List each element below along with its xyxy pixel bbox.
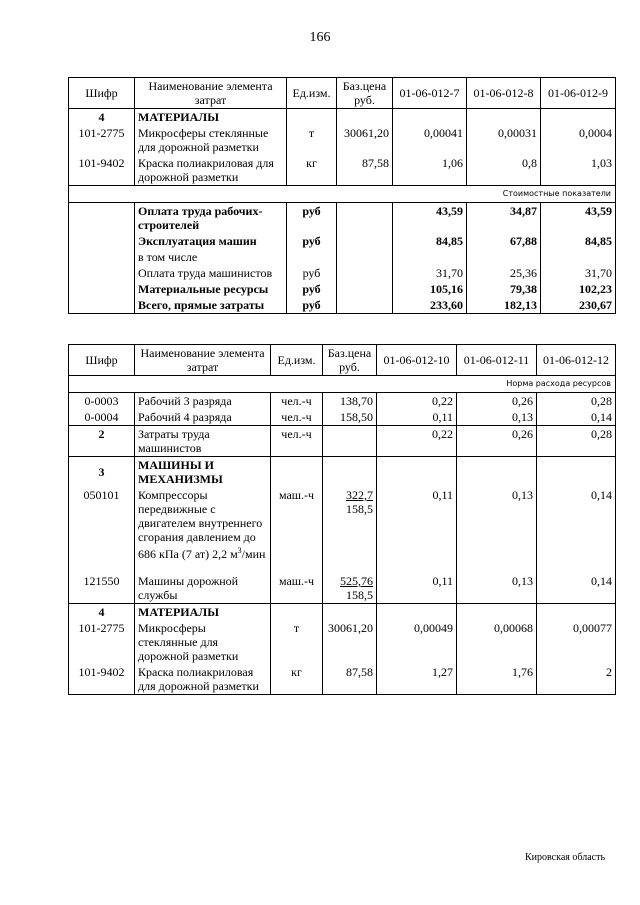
subheader-row (69, 186, 616, 203)
column-header: 01-06-012-10 (377, 345, 457, 376)
row-name: Рабочий 4 разряда (135, 409, 271, 426)
row-price: 87,58 (323, 664, 377, 695)
column-header: Баз.цена руб. (337, 78, 393, 109)
section-title: МАТЕРИАЛЫ (135, 109, 287, 126)
row-price: 30061,20 (337, 125, 393, 155)
region-footer: Кировская область (525, 852, 606, 863)
row-name (135, 487, 271, 573)
cost-unit: руб (287, 203, 337, 234)
cost-value: 102,23 (541, 281, 616, 297)
row-name: Рабочий 3 разряда (135, 393, 271, 410)
cost-value: 43,59 (541, 203, 616, 234)
row-name: Микросферы стеклянные для дорожной разметки (135, 620, 271, 664)
row-unit: т (271, 620, 323, 664)
row-price (323, 573, 377, 604)
table-row (69, 573, 616, 604)
row-code: 101-9402 (69, 155, 135, 186)
section-code: 4 (69, 109, 135, 126)
row-value: 0,11 (377, 487, 457, 573)
row-unit: кг (271, 664, 323, 695)
section-code: 4 (69, 604, 135, 621)
row-value: 0,11 (377, 573, 457, 604)
row-value: 0,11 (377, 409, 457, 426)
row-unit: маш.-ч (271, 487, 323, 573)
row-value: 1,06 (393, 155, 467, 186)
column-header: Наименование элемента затрат (135, 345, 271, 376)
table-row (69, 393, 616, 410)
row-price: 30061,20 (323, 620, 377, 664)
row-value: 1,03 (541, 155, 616, 186)
section-row (69, 457, 616, 488)
column-header: 01-06-012-11 (457, 345, 537, 376)
column-header: Ед.изм. (271, 345, 323, 376)
row-code: 0-0003 (69, 393, 135, 410)
row-value: 0,13 (457, 487, 537, 573)
row-name: Микросферы стеклянные для дорожной разметки (135, 125, 287, 155)
column-header: 01-06-012-12 (537, 345, 616, 376)
row-price: 87,58 (337, 155, 393, 186)
cost-row (69, 265, 616, 281)
row-code: 101-2775 (69, 125, 135, 155)
table-row (69, 620, 616, 664)
cost-name: Эксплуатация машин (135, 233, 287, 249)
row-value: 0,22 (377, 393, 457, 410)
table-header (69, 78, 616, 109)
row-value: 0,00031 (467, 125, 541, 155)
column-header: 01-06-012-9 (541, 78, 616, 109)
table-row (69, 664, 616, 695)
cost-value: 43,59 (393, 203, 467, 234)
superscript: 3 (237, 546, 242, 555)
cost-value: 31,70 (541, 265, 616, 281)
cost-name: Оплата труда машинистов (135, 265, 287, 281)
row-code: 050101 (69, 487, 135, 573)
row-price: 138,70 (323, 393, 377, 410)
table-row (69, 487, 616, 573)
row-code: 101-9402 (69, 664, 135, 695)
cost-value: 67,88 (467, 233, 541, 249)
price-bottom: 158,5 (346, 588, 373, 602)
row-value: 0,26 (457, 393, 537, 410)
row-value: 0,14 (537, 573, 616, 604)
cost-unit: руб (287, 297, 337, 314)
cost-value: 31,70 (393, 265, 467, 281)
subheader: Норма расхода ресурсов (69, 376, 616, 393)
row-value: 0,00049 (377, 620, 457, 664)
section-code: 2 (69, 426, 135, 457)
row-value: 0,13 (457, 409, 537, 426)
row-value: 0,28 (537, 393, 616, 410)
row-code: 0-0004 (69, 409, 135, 426)
row-name: Краска полиакриловая для дорожной разметки (135, 155, 287, 186)
row-name-text: Компрессоры передвижные с двигателем внутреннего сгорания давлением до 686 кПа (7 ат) 2,2 м (138, 488, 263, 561)
row-value: 0,8 (467, 155, 541, 186)
row-value: 0,22 (377, 426, 457, 457)
section-code: 3 (69, 457, 135, 488)
cost-unit: руб (287, 281, 337, 297)
cost-value: 79,38 (467, 281, 541, 297)
row-code: 101-2775 (69, 620, 135, 664)
row-unit: маш.-ч (271, 573, 323, 604)
cost-name: в том числе (135, 249, 287, 265)
row-code: 121550 (69, 573, 135, 604)
cost-unit: руб (287, 233, 337, 249)
row-value: 2 (537, 664, 616, 695)
row-name: Краска полиакриловая для дорожной разметки (135, 664, 271, 695)
cost-row (69, 249, 616, 265)
row-price: 158,50 (323, 409, 377, 426)
section-row (69, 604, 616, 621)
section-title: МАТЕРИАЛЫ (135, 604, 271, 621)
column-header: Баз.цена руб. (323, 345, 377, 376)
cost-row (69, 203, 616, 234)
subheader-row (69, 376, 616, 393)
section-title: МАШИНЫ И МЕХАНИЗМЫ (135, 457, 271, 488)
row-value: 0,13 (457, 573, 537, 604)
row-value: 0,00077 (537, 620, 616, 664)
column-header: Шифр (69, 345, 135, 376)
cost-value: 84,85 (393, 233, 467, 249)
column-header: Наименование элемента затрат (135, 78, 287, 109)
cost-value: 182,13 (467, 297, 541, 314)
row-value: 0,26 (457, 426, 537, 457)
row-value: 1,76 (457, 664, 537, 695)
price-top: 322,7 (346, 488, 373, 502)
row-unit: кг (287, 155, 337, 186)
table-row (69, 409, 616, 426)
row-value: 0,28 (537, 426, 616, 457)
cost-name: Материальные ресурсы (135, 281, 287, 297)
section-row (69, 109, 616, 126)
cost-name: Всего, прямые затраты (135, 297, 287, 314)
cost-value: 105,16 (393, 281, 467, 297)
section-title: Затраты труда машинистов (135, 426, 271, 457)
row-value: 0,14 (537, 487, 616, 573)
column-header: Ед.изм. (287, 78, 337, 109)
row-unit: чел.-ч (271, 409, 323, 426)
subheader: Стоимостные показатели (69, 186, 616, 203)
price-top: 525,76 (340, 574, 373, 588)
cost-row (69, 297, 616, 314)
cost-unit: руб (287, 265, 337, 281)
row-name: Машины дорожной службы (135, 573, 271, 604)
row-unit: т (287, 125, 337, 155)
row-unit: чел.-ч (271, 426, 323, 457)
cost-value: 230,67 (541, 297, 616, 314)
table-row (69, 125, 616, 155)
column-header: 01-06-012-8 (467, 78, 541, 109)
row-value: 0,00068 (457, 620, 537, 664)
column-header: 01-06-012-7 (393, 78, 467, 109)
page-number: 166 (309, 30, 331, 45)
row-value: 1,27 (377, 664, 457, 695)
cost-value: 25,36 (467, 265, 541, 281)
cost-row (69, 233, 616, 249)
row-value: 0,00041 (393, 125, 467, 155)
cost-value: 233,60 (393, 297, 467, 314)
resource-table-1 (68, 77, 616, 314)
cost-value: 34,87 (467, 203, 541, 234)
resource-table-2 (68, 344, 616, 695)
row-value: 0,0004 (541, 125, 616, 155)
row-name-tail: /мин (241, 547, 266, 561)
row-unit: чел.-ч (271, 393, 323, 410)
section-row (69, 426, 616, 457)
cost-row (69, 281, 616, 297)
table-header (69, 345, 616, 376)
cost-value: 84,85 (541, 233, 616, 249)
cost-name: Оплата труда рабочих-строителей (135, 203, 287, 234)
row-price (323, 487, 377, 573)
row-value: 0,14 (537, 409, 616, 426)
table-row (69, 155, 616, 186)
column-header: Шифр (69, 78, 135, 109)
price-bottom: 158,5 (346, 502, 373, 516)
